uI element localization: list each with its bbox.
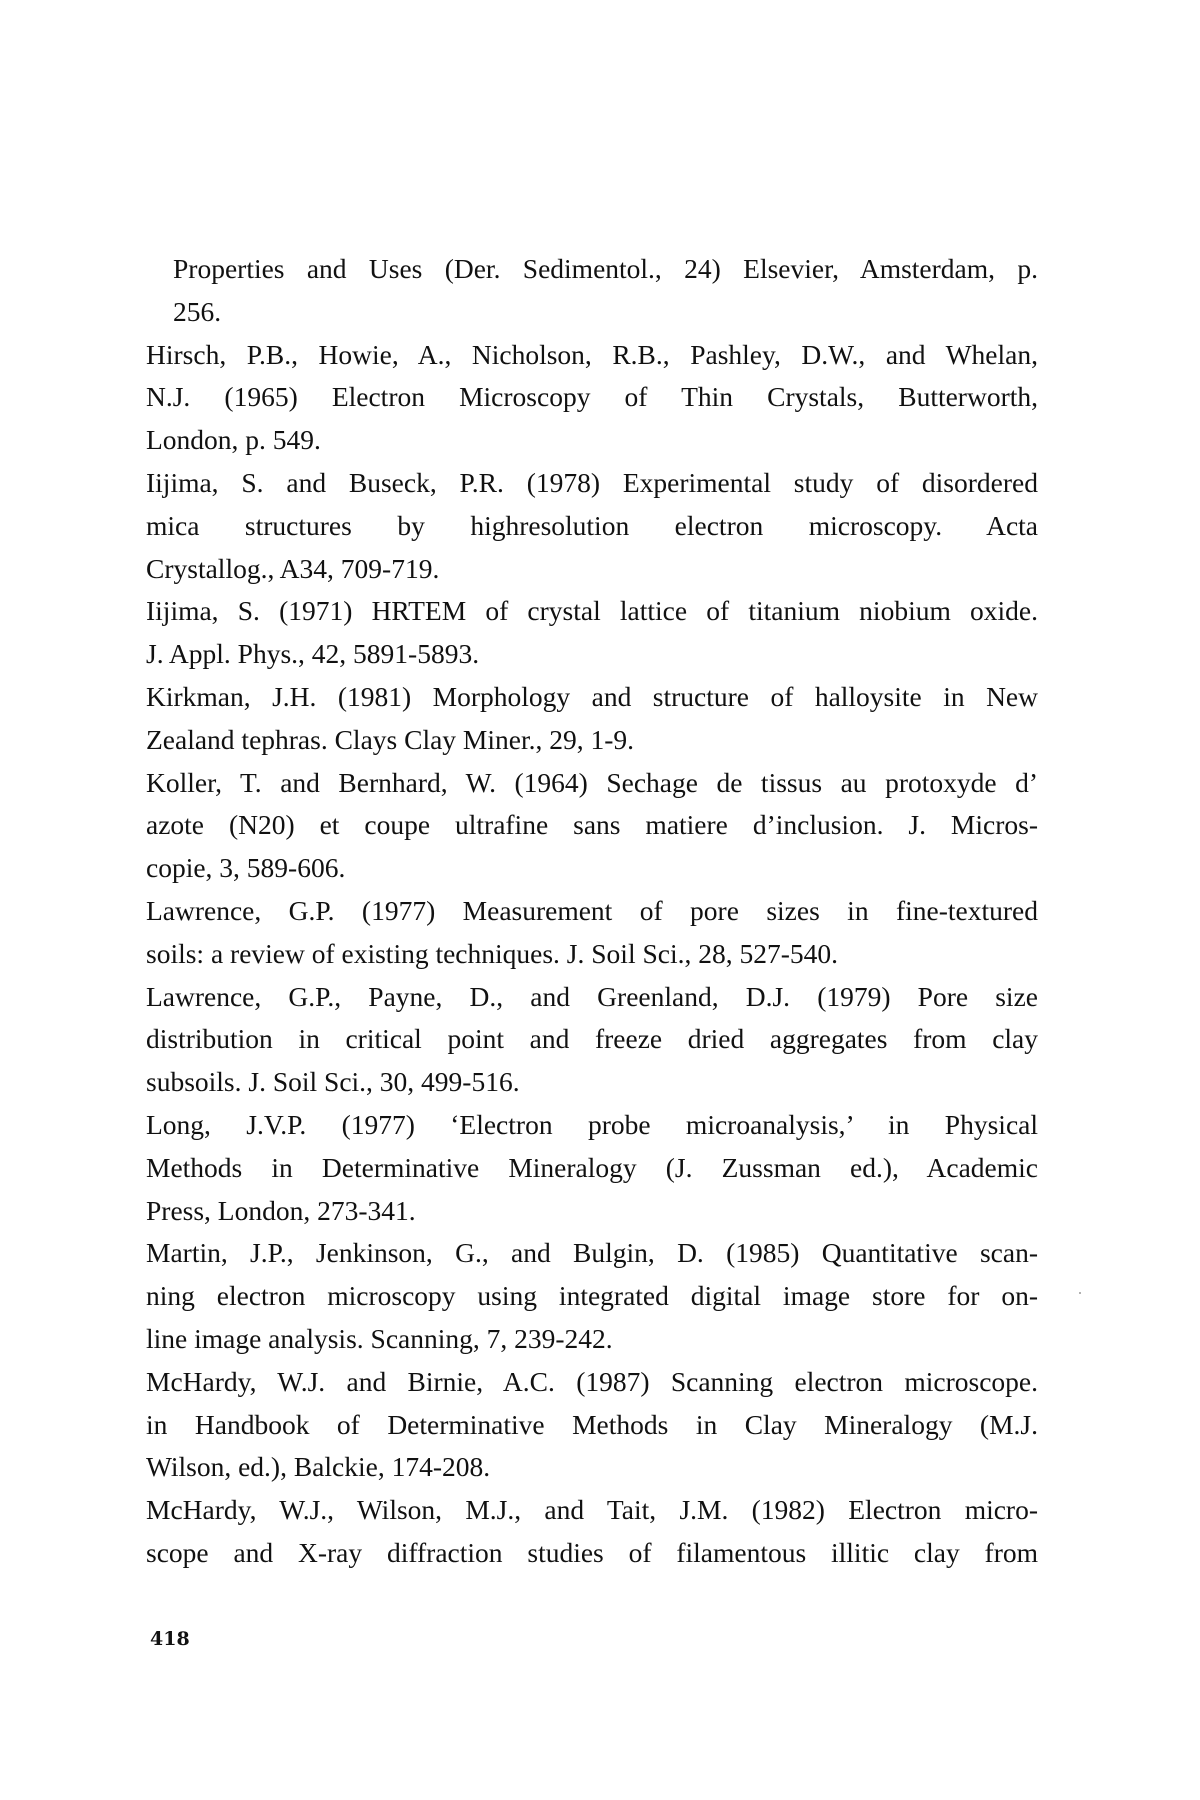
reference-line: Iijima, S. (1971) HRTEM of crystal lattice of titanium niobium oxide. — [146, 595, 1038, 627]
reference-line: Iijima, S. and Buseck, P.R. (1978) Experimental study of disordered — [146, 466, 1038, 498]
reference-line: Kirkman, J.H. (1981) Morphology and structure of halloysite in New — [146, 680, 1038, 712]
reference-line: Lawrence, G.P. (1977) Measurement of pore sizes in fine-textured — [146, 894, 1038, 926]
reference-line: copie, 3, 589-606. — [146, 852, 346, 884]
reference-entry-lawrence-1979 — [146, 976, 1038, 1104]
reference-line: J. Appl. Phys., 42, 5891-5893. — [146, 638, 480, 670]
reference-line: London, p. 549. — [146, 424, 321, 456]
page-number: 418 — [150, 1628, 190, 1650]
reference-entry-kirkman-1981 — [146, 676, 1038, 762]
reference-line: Wilson, ed.), Balckie, 174-208. — [146, 1451, 491, 1483]
reference-entry-long-1977 — [146, 1104, 1038, 1232]
reference-line: Properties and Uses (Der. Sedimentol., 24) Elsevier, Amsterdam, p. — [173, 253, 1038, 284]
reference-line: in Handbook of Determinative Methods in Clay Mineralogy (M.J. — [146, 1408, 1038, 1440]
reference-line: Martin, J.P., Jenkinson, G., and Bulgin, D. (1985) Quantitative scan- — [146, 1237, 1038, 1269]
reference-line: line image analysis. Scanning, 7, 239-242. — [146, 1322, 613, 1354]
reference-line: McHardy, W.J. and Birnie, A.C. (1987) Scanning electron microscope. — [146, 1365, 1038, 1397]
reference-list — [146, 248, 1038, 1575]
reference-line: Zealand tephras. Clays Clay Miner., 29, 1-9. — [146, 723, 635, 755]
reference-line: 256. — [173, 295, 222, 327]
reference-line: scope and X-ray diffraction studies of filamentous illitic clay from — [146, 1536, 1038, 1568]
reference-line: ning electron microscopy using integrated digital image store for on- — [146, 1280, 1038, 1312]
reference-line: McHardy, W.J., Wilson, M.J., and Tait, J.M. (1982) Electron micro- — [146, 1494, 1038, 1526]
reference-entry-iijima-1978 — [146, 462, 1038, 590]
reference-entry-martin-1985 — [146, 1232, 1038, 1360]
reference-line: Hirsch, P.B., Howie, A., Nicholson, R.B., Pashley, D.W., and Whelan, — [146, 338, 1038, 370]
reference-line: subsoils. J. Soil Sci., 30, 499-516. — [146, 1066, 520, 1098]
reference-line: Lawrence, G.P., Payne, D., and Greenland, D.J. (1979) Pore size — [146, 980, 1038, 1012]
reference-entry-mchardy-1982 — [146, 1489, 1038, 1575]
reference-line: Crystallog., A34, 709-719. — [146, 552, 440, 584]
reference-entry-koller-1964 — [146, 762, 1038, 890]
reference-line: Koller, T. and Bernhard, W. (1964) Sechage de tissus au protoxyde d’ — [146, 766, 1038, 798]
reference-line: Press, London, 273-341. — [146, 1194, 416, 1226]
reference-line: mica structures by highresolution electron microscopy. Acta — [146, 509, 1038, 541]
reference-entry-lawrence-1977 — [146, 890, 1038, 976]
scan-speck — [1079, 1292, 1081, 1294]
reference-entry-hirsch-1965 — [146, 334, 1038, 462]
reference-line: soils: a review of existing techniques. J. Soil Sci., 28, 527-540. — [146, 937, 839, 969]
reference-entry-continued — [146, 248, 1038, 334]
reference-line: Methods in Determinative Mineralogy (J. Zussman ed.), Academic — [146, 1151, 1038, 1183]
reference-line: Long, J.V.P. (1977) ‘Electron probe microanalysis,’ in Physical — [146, 1108, 1038, 1140]
reference-line: N.J. (1965) Electron Microscopy of Thin Crystals, Butterworth, — [146, 381, 1038, 413]
reference-entry-mchardy-1987 — [146, 1361, 1038, 1489]
reference-entry-iijima-1971 — [146, 590, 1038, 676]
reference-line: distribution in critical point and freeze dried aggregates from clay — [146, 1023, 1038, 1055]
reference-line: azote (N20) et coupe ultrafine sans matiere d’inclusion. J. Micros- — [146, 809, 1038, 841]
